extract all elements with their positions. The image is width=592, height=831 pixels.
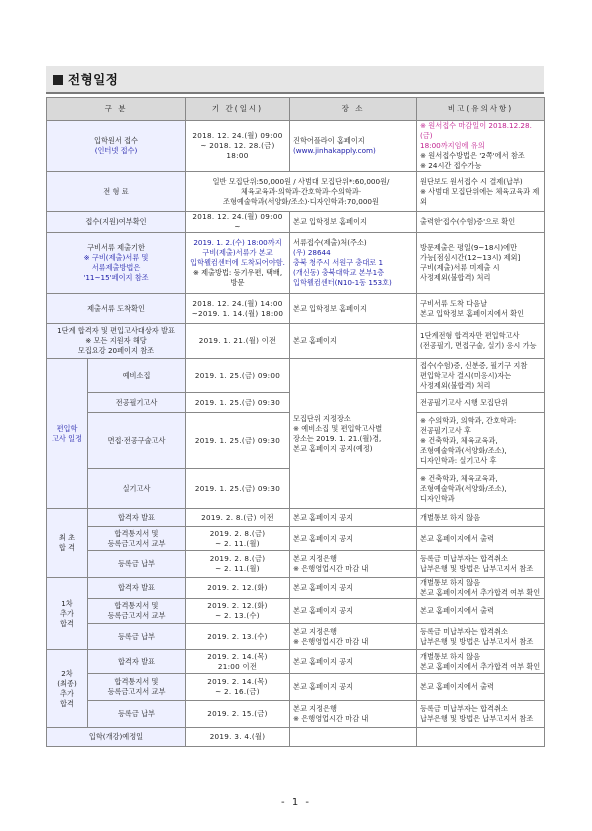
group-exam: 편입학 고사 일정	[47, 359, 88, 509]
row-note: 본교 홈페이지에서 출력	[417, 674, 545, 701]
row-note: 원단보도 원서접수 시 결제(납부) ※ 사범대 모집단위에는 체육교육과 제외	[417, 172, 545, 212]
table-row	[47, 728, 545, 747]
header-note: 비고(유의사항)	[417, 98, 545, 121]
table-row	[47, 650, 545, 674]
table-row	[47, 509, 545, 527]
row-place	[290, 728, 417, 747]
group-extra1: 1차 추가 합격	[47, 578, 88, 650]
section-title: 전형일정	[68, 72, 119, 87]
table-row	[47, 624, 545, 650]
row-note: ※ 원서접수 마감일이 2018.12.28.(금) 18:00까지임에 유의 ※ 원서접수방법은 '2쪽'에서 참조 ※ 24시간 접수가능	[417, 121, 545, 172]
row-place: 본교 지정은행 ※ 은행영업시간 마감 내	[290, 551, 417, 578]
group-final: 최 초 합 격	[47, 509, 88, 578]
row-place: 본교 홈페이지 공지	[290, 674, 417, 701]
header-period: 기 간(일시)	[186, 98, 290, 121]
row-period: 2019. 1. 25.(금) 09:00	[186, 359, 290, 393]
row-note: 방문제출은 평일(9~18시)에만 가능[점심시간(12~13시) 제외] 구비(제출)서류 미제출 시 사정제외(불합격) 처리	[417, 233, 545, 294]
row-category: 합격자 발표	[88, 650, 186, 674]
row-place: 본교 홈페이지	[290, 324, 417, 359]
row-place: 본교 지정은행 ※ 은행영업시간 마감 내	[290, 624, 417, 650]
row-note	[417, 728, 545, 747]
row-category: 1단계 합격자 및 편입고사대상자 발표 ※ 모든 지원자 해당 모집요강 20페이지 참조	[47, 324, 186, 359]
row-note: 개별통보 하지 않음 본교 홈페이지에서 추가합격 여부 확인	[417, 578, 545, 599]
row-category: 제출서류 도착확인	[47, 294, 186, 324]
row-category: 등록금 납부	[88, 624, 186, 650]
row-note: ※ 수의학과, 의학과, 간호학과: 전공필기고사 후 ※ 건축학과, 체육교육과, 조형예술학과(서양화/조소), 디자인학과: 실기고사 후	[417, 413, 545, 469]
table-row	[47, 212, 545, 233]
row-period: 2019. 1. 25.(금) 09:30	[186, 413, 290, 469]
row-period: 2019. 2. 8.(금) ~ 2. 11.(월)	[186, 551, 290, 578]
row-place: 모집단위 지정장소 ※ 예비소집 및 편입학고사별 장소는 2019. 1. 21.(월)경, 본교 홈페이지 공지(예정)	[290, 359, 417, 509]
row-category: 합격통지서 및 등록금고지서 교부	[88, 527, 186, 551]
row-period: 2019. 1. 21.(월) 이전	[186, 324, 290, 359]
row-period: 2019. 2. 14.(목) 21:00 이전	[186, 650, 290, 674]
row-period: 2019. 2. 14.(목) ~ 2. 16.(금)	[186, 674, 290, 701]
row-note: 개별통보 하지 않음 본교 홈페이지에서 추가합격 여부 확인	[417, 650, 545, 674]
row-category: 합격통지서 및 등록금고지서 교부	[88, 599, 186, 624]
row-period: 2019. 2. 8.(금) ~ 2. 11.(월)	[186, 527, 290, 551]
table-row	[47, 599, 545, 624]
row-category: 실기고사	[88, 469, 186, 509]
row-category: 전공필기고사	[88, 393, 186, 413]
row-category: 예비소집	[88, 359, 186, 393]
row-period: 2019. 1. 2.(수) 18:00까지 구비(제출)서류가 본교 입학웰컴센터에 도착되어야함. ※ 제출방법: 등기우편, 택배, 방문	[186, 233, 290, 294]
row-period: 2018. 12. 24.(월) 14:00 ~2019. 1. 14.(월) 18:00	[186, 294, 290, 324]
table-row	[47, 233, 545, 294]
apply-site-link[interactable]: (www.jinhakapply.com)	[293, 146, 376, 155]
table-row	[47, 294, 545, 324]
row-place: 본교 홈페이지 공지	[290, 650, 417, 674]
row-period: 2019. 2. 8.(금) 이전	[186, 509, 290, 527]
table-row	[47, 172, 545, 212]
group-extra2: 2차 (최종) 추가 합격	[47, 650, 88, 728]
row-note: 본교 홈페이지에서 출력	[417, 527, 545, 551]
row-period: 2019. 1. 25.(금) 09:30	[186, 469, 290, 509]
table-row	[47, 578, 545, 599]
row-place: 본교 입학정보 홈페이지	[290, 294, 417, 324]
row-place: 본교 홈페이지 공지	[290, 527, 417, 551]
row-category: 입학(개강)예정일	[47, 728, 186, 747]
row-period: 2019. 3. 4.(월)	[186, 728, 290, 747]
row-note: 구비서류 도착 다음날 본교 입학정보 홈페이지에서 확인	[417, 294, 545, 324]
row-place: 본교 홈페이지 공지	[290, 509, 417, 527]
row-note: 전공필기고사 시행 모집단위	[417, 393, 545, 413]
row-note: ※ 건축학과, 체육교육과, 조형예술학과(서양화/조소), 디자인학과	[417, 469, 545, 509]
header-place: 장 소	[290, 98, 417, 121]
table-row	[47, 551, 545, 578]
row-note: 본교 홈페이지에서 출력	[417, 599, 545, 624]
row-period: 2019. 2. 15.(금)	[186, 701, 290, 728]
row-category: 등록금 납부	[88, 551, 186, 578]
row-note: 등록금 미납부자는 합격취소 납부은행 및 방법은 납부고지서 참조	[417, 624, 545, 650]
page-number: - 1 -	[281, 797, 311, 808]
row-period: 2019. 2. 13.(수)	[186, 624, 290, 650]
table-row	[47, 674, 545, 701]
table-row	[47, 527, 545, 551]
row-category: 입학원서 접수 (인터넷 접수)	[47, 121, 186, 172]
row-place: 본교 지정은행 ※ 은행영업시간 마감 내	[290, 701, 417, 728]
schedule-table	[46, 97, 545, 747]
row-note: 출력한'접수(수험)증'으로 확인	[417, 212, 545, 233]
row-category: 전 형 료	[47, 172, 186, 212]
row-category: 합격통지서 및 등록금고지서 교부	[88, 674, 186, 701]
row-period: 2019. 2. 12.(화) ~ 2. 13.(수)	[186, 599, 290, 624]
section-header	[46, 66, 544, 94]
row-note: 등록금 미납부자는 합격취소 납부은행 및 방법은 납부고지서 참조	[417, 551, 545, 578]
row-place: 본교 홈페이지 공지	[290, 599, 417, 624]
row-period: 2018. 12. 24.(월) 09:00 ~	[186, 212, 290, 233]
row-category: 합격자 발표	[88, 509, 186, 527]
table-row	[47, 701, 545, 728]
row-note: 접수(수험)증, 신분증, 필기구 지참 편입학고사 결시(미응시)자는 사정제외(불합격) 처리	[417, 359, 545, 393]
table-header-row	[47, 98, 545, 121]
square-bullet-icon	[53, 75, 63, 85]
row-place: 서류접수(제출)처(주소) (우) 28644 충북 청주시 서원구 충대로 1 (개신동) 충북대학교 본부1층 입학웰컴센터(N10-1동 153호)	[290, 233, 417, 294]
row-category: 구비서류 제출기한 ※ 구비(제출)서류 및 서류제출방법은 '11~15'페이지 참조	[47, 233, 186, 294]
row-category: 등록금 납부	[88, 701, 186, 728]
row-note: 1단계전형 합격자만 편입학고사 (전공필기, 면접구술, 실기) 응시 가능	[417, 324, 545, 359]
row-note: 개별통보 하지 않음	[417, 509, 545, 527]
row-category: 면접·전공구술고사	[88, 413, 186, 469]
row-category: 접수(지원)여부확인	[47, 212, 186, 233]
row-note: 등록금 미납부자는 합격취소 납부은행 및 방법은 납부고지서 참조	[417, 701, 545, 728]
row-category: 합격자 발표	[88, 578, 186, 599]
row-period: 일반 모집단위:50,000원 / 사범대 모집단위*:60,000원/ 체육교육과·의학과·간호학과·수의학과· 조형예술학과(서양화/조소)·디자인학과:70,000원	[186, 172, 417, 212]
row-period: 2018. 12. 24.(월) 09:00 ~ 2018. 12. 28.(금) 18:00	[186, 121, 290, 172]
row-place: 본교 입학정보 홈페이지	[290, 212, 417, 233]
table-row	[47, 324, 545, 359]
row-period: 2019. 1. 25.(금) 09:30	[186, 393, 290, 413]
header-category: 구 분	[47, 98, 186, 121]
row-place: 본교 홈페이지 공지	[290, 578, 417, 599]
row-place: 진학어플라이 홈페이지 (www.jinhakapply.com)	[290, 121, 417, 172]
row-period: 2019. 2. 12.(화)	[186, 578, 290, 599]
table-row	[47, 359, 545, 393]
table-row	[47, 121, 545, 172]
